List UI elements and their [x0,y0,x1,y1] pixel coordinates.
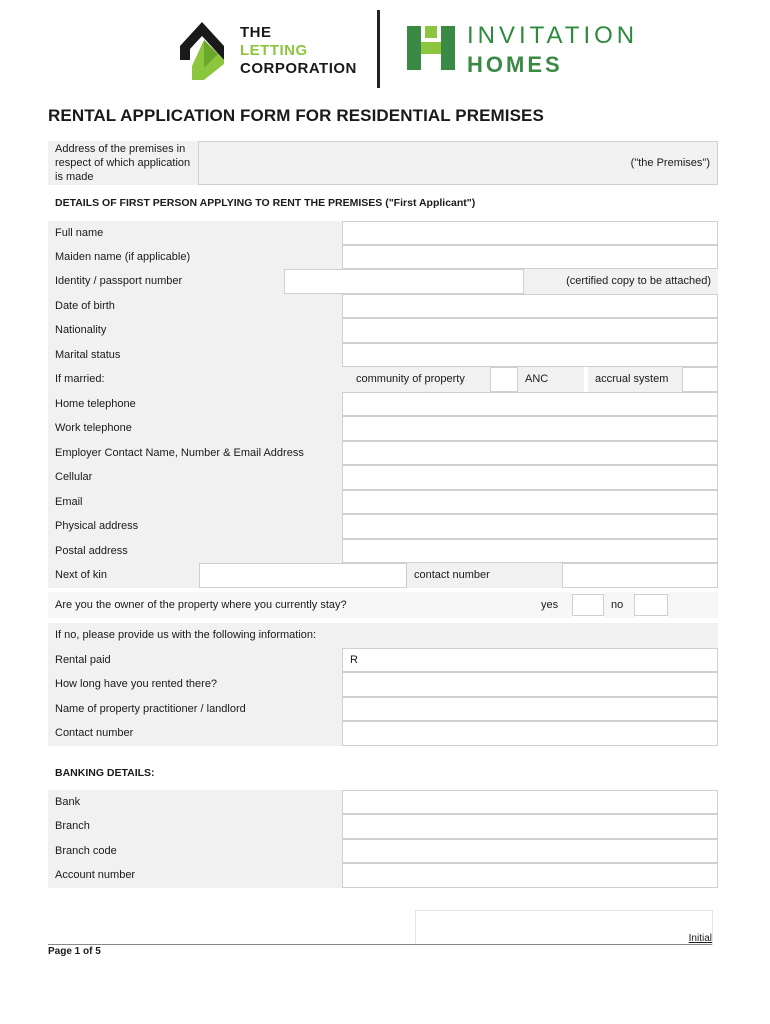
accrual-system-box[interactable] [682,367,718,392]
maiden-name-field[interactable] [342,245,718,269]
branch-code-field[interactable] [342,839,718,863]
owner-yes-box[interactable] [572,594,604,616]
landlord-contact-label: Contact number [48,721,342,746]
next-of-kin-contact-label: contact number [407,563,562,588]
next-of-kin-contact-field[interactable] [562,563,718,588]
home-telephone-label: Home telephone [48,392,342,416]
branch-code-label: Branch code [48,839,342,863]
footer-divider [48,944,712,945]
invitation-homes-logo [405,22,665,82]
banking-heading: BANKING DETAILS: [48,760,718,786]
cellular-field[interactable] [342,465,718,490]
if-married-label: If married: [48,367,342,392]
rental-currency-prefix: R [350,653,358,666]
nationality-label: Nationality [48,318,342,343]
premises-field[interactable] [198,141,718,185]
letting-logo-line1: THE [240,24,272,41]
letting-logo-mark-icon [178,20,238,80]
invitation-logo-mark-icon [405,22,461,74]
rental-paid-label: Rental paid [48,648,342,672]
maiden-name-label: Maiden name (if applicable) [48,245,342,269]
landlord-name-field[interactable] [342,697,718,721]
owner-row-filler [668,592,718,618]
anc-label: ANC [518,367,584,392]
account-number-label: Account number [48,863,342,888]
dob-label: Date of birth [48,294,342,318]
owner-question: Are you the owner of the property where you currently stay? [48,592,534,618]
logo-divider [377,10,380,88]
landlord-name-label: Name of property practitioner / landlord [48,697,342,721]
owner-no-box[interactable] [634,594,668,616]
full-name-label: Full name [48,221,342,245]
invitation-logo-line1: INVITATION [467,22,639,49]
landlord-contact-field[interactable] [342,721,718,746]
email-label: Email [48,490,342,514]
full-name-field[interactable] [342,221,718,245]
letting-logo-line2: LETTING [240,42,308,59]
how-long-rented-label: How long have you rented there? [48,672,342,697]
email-field[interactable] [342,490,718,514]
bank-label: Bank [48,790,342,814]
id-note: (certified copy to be attached) [524,269,718,294]
rental-paid-field[interactable] [342,648,718,672]
home-telephone-field[interactable] [342,392,718,416]
accrual-system-label: accrual system [588,367,682,392]
id-number-field[interactable] [284,269,524,294]
physical-address-label: Physical address [48,514,342,539]
letting-logo-line3: CORPORATION [240,60,357,77]
account-number-field[interactable] [342,863,718,888]
marital-status-field[interactable] [342,343,718,367]
cellular-label: Cellular [48,465,342,490]
how-long-rented-field[interactable] [342,672,718,697]
employer-contact-field[interactable] [342,441,718,465]
dob-field[interactable] [342,294,718,318]
postal-address-label: Postal address [48,539,342,563]
invitation-logo-line2: HOMES [467,52,563,77]
if-no-instruction: If no, please provide us with the following information: [48,623,718,648]
first-applicant-heading: DETAILS OF FIRST PERSON APPLYING TO RENT THE PREMISES ("First Applicant") [48,190,718,216]
owner-yes-label: yes [534,592,572,618]
premises-suffix: ("the Premises") [630,156,710,169]
work-telephone-label: Work telephone [48,416,342,441]
initial-box[interactable] [415,910,713,945]
next-of-kin-label: Next of kin [48,563,199,588]
physical-address-field[interactable] [342,514,718,539]
premises-label: Address of the premises in respect of which application is made [48,141,198,185]
page-title: RENTAL APPLICATION FORM FOR RESIDENTIAL PREMISES [48,106,544,125]
bank-field[interactable] [342,790,718,814]
community-of-property-label: community of property [342,367,490,392]
branch-field[interactable] [342,814,718,839]
branch-label: Branch [48,814,342,839]
page-number: Page 1 of 5 [48,946,101,957]
employer-contact-label: Employer Contact Name, Number & Email Address [48,441,342,465]
marital-status-label: Marital status [48,343,342,367]
work-telephone-field[interactable] [342,416,718,441]
next-of-kin-field[interactable] [199,563,407,588]
nationality-field[interactable] [342,318,718,343]
postal-address-field[interactable] [342,539,718,563]
community-of-property-box[interactable] [490,367,518,392]
letting-corporation-logo [178,20,368,82]
owner-no-label: no [604,592,636,618]
id-number-label: Identity / passport number [48,269,284,294]
initial-label: Initial [688,933,712,944]
